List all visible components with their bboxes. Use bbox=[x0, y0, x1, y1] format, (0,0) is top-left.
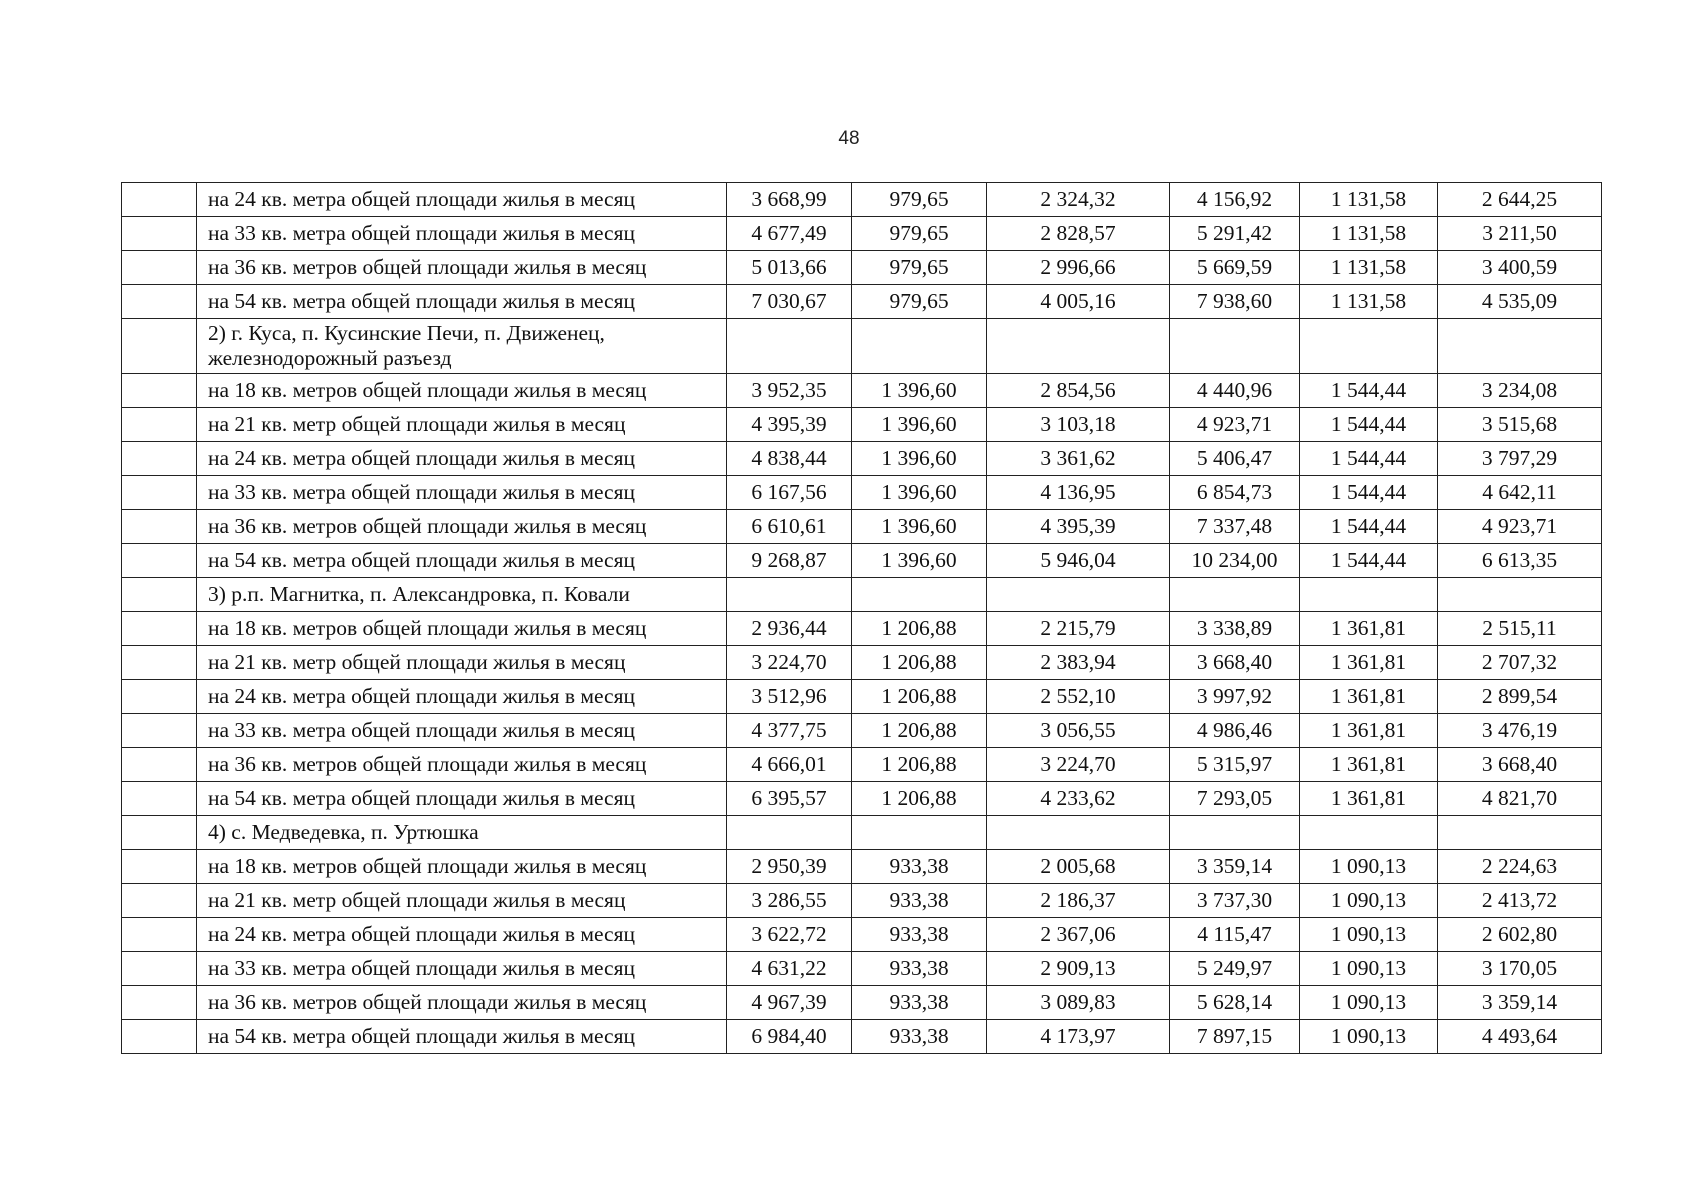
value-cell: 7 897,15 bbox=[1170, 1020, 1300, 1054]
row-number-cell bbox=[122, 285, 197, 319]
value-cell: 7 030,67 bbox=[727, 285, 852, 319]
value-cell: 3 997,92 bbox=[1170, 680, 1300, 714]
table-body bbox=[122, 183, 1602, 1054]
value-cell: 3 359,14 bbox=[1170, 850, 1300, 884]
value-cell: 4 967,39 bbox=[727, 986, 852, 1020]
value-cell: 933,38 bbox=[852, 884, 987, 918]
value-cell: 4 115,47 bbox=[1170, 918, 1300, 952]
value-cell: 4 493,64 bbox=[1438, 1020, 1602, 1054]
row-number-cell bbox=[122, 986, 197, 1020]
value-cell: 4 642,11 bbox=[1438, 476, 1602, 510]
row-label: на 54 кв. метра общей площади жилья в месяц bbox=[197, 285, 727, 319]
value-cell bbox=[727, 816, 852, 850]
row-number-cell bbox=[122, 319, 197, 374]
value-cell: 3 056,55 bbox=[987, 714, 1170, 748]
row-label: на 33 кв. метра общей площади жилья в месяц bbox=[197, 714, 727, 748]
value-cell: 2 899,54 bbox=[1438, 680, 1602, 714]
value-cell: 3 361,62 bbox=[987, 442, 1170, 476]
row-label: на 21 кв. метр общей площади жилья в месяц bbox=[197, 884, 727, 918]
value-cell: 4 156,92 bbox=[1170, 183, 1300, 217]
row-number-cell bbox=[122, 1020, 197, 1054]
row-label: на 36 кв. метров общей площади жилья в месяц bbox=[197, 510, 727, 544]
value-cell bbox=[1438, 816, 1602, 850]
value-cell: 4 173,97 bbox=[987, 1020, 1170, 1054]
value-cell: 2 854,56 bbox=[987, 374, 1170, 408]
value-cell: 3 668,99 bbox=[727, 183, 852, 217]
row-label: на 18 кв. метров общей площади жилья в месяц bbox=[197, 850, 727, 884]
value-cell: 4 923,71 bbox=[1170, 408, 1300, 442]
value-cell: 3 359,14 bbox=[1438, 986, 1602, 1020]
row-label: на 18 кв. метров общей площади жилья в месяц bbox=[197, 612, 727, 646]
row-label: на 24 кв. метра общей площади жилья в месяц bbox=[197, 183, 727, 217]
value-cell: 1 544,44 bbox=[1300, 476, 1438, 510]
value-cell: 1 361,81 bbox=[1300, 680, 1438, 714]
value-cell: 2 005,68 bbox=[987, 850, 1170, 884]
value-cell bbox=[1300, 816, 1438, 850]
value-cell: 933,38 bbox=[852, 918, 987, 952]
row-label: на 36 кв. метров общей площади жилья в месяц bbox=[197, 251, 727, 285]
section-header-row bbox=[122, 319, 1602, 374]
row-number-cell bbox=[122, 612, 197, 646]
value-cell bbox=[727, 578, 852, 612]
value-cell: 9 268,87 bbox=[727, 544, 852, 578]
table-row bbox=[122, 374, 1602, 408]
value-cell: 1 544,44 bbox=[1300, 408, 1438, 442]
value-cell: 1 206,88 bbox=[852, 680, 987, 714]
row-label: на 24 кв. метра общей площади жилья в месяц bbox=[197, 680, 727, 714]
value-cell: 2 215,79 bbox=[987, 612, 1170, 646]
section-header-row bbox=[122, 816, 1602, 850]
value-cell: 3 668,40 bbox=[1170, 646, 1300, 680]
value-cell: 4 677,49 bbox=[727, 217, 852, 251]
value-cell: 3 338,89 bbox=[1170, 612, 1300, 646]
row-label: на 33 кв. метра общей площади жилья в месяц bbox=[197, 952, 727, 986]
table-row bbox=[122, 408, 1602, 442]
value-cell: 5 406,47 bbox=[1170, 442, 1300, 476]
value-cell: 4 631,22 bbox=[727, 952, 852, 986]
value-cell: 2 644,25 bbox=[1438, 183, 1602, 217]
value-cell: 1 131,58 bbox=[1300, 183, 1438, 217]
row-number-cell bbox=[122, 748, 197, 782]
value-cell: 2 909,13 bbox=[987, 952, 1170, 986]
value-cell: 4 986,46 bbox=[1170, 714, 1300, 748]
value-cell: 1 544,44 bbox=[1300, 544, 1438, 578]
value-cell: 1 131,58 bbox=[1300, 217, 1438, 251]
value-cell: 1 206,88 bbox=[852, 714, 987, 748]
row-label: на 36 кв. метров общей площади жилья в месяц bbox=[197, 748, 727, 782]
table-row bbox=[122, 918, 1602, 952]
value-cell: 1 090,13 bbox=[1300, 986, 1438, 1020]
value-cell: 1 206,88 bbox=[852, 748, 987, 782]
value-cell: 979,65 bbox=[852, 285, 987, 319]
table-row bbox=[122, 251, 1602, 285]
table-row bbox=[122, 217, 1602, 251]
value-cell: 1 131,58 bbox=[1300, 251, 1438, 285]
value-cell: 4 923,71 bbox=[1438, 510, 1602, 544]
value-cell: 3 089,83 bbox=[987, 986, 1170, 1020]
row-label: на 24 кв. метра общей площади жилья в месяц bbox=[197, 918, 727, 952]
value-cell: 1 206,88 bbox=[852, 646, 987, 680]
value-cell: 3 952,35 bbox=[727, 374, 852, 408]
value-cell: 4 838,44 bbox=[727, 442, 852, 476]
value-cell: 933,38 bbox=[852, 952, 987, 986]
value-cell: 3 797,29 bbox=[1438, 442, 1602, 476]
row-label: на 54 кв. метра общей площади жилья в месяц bbox=[197, 782, 727, 816]
table-row bbox=[122, 1020, 1602, 1054]
value-cell bbox=[1170, 816, 1300, 850]
value-cell: 3 737,30 bbox=[1170, 884, 1300, 918]
row-number-cell bbox=[122, 183, 197, 217]
row-number-cell bbox=[122, 408, 197, 442]
value-cell: 1 361,81 bbox=[1300, 714, 1438, 748]
section-title: 2) г. Куса, п. Кусинские Печи, п. Движенец, железнодорожный разъезд bbox=[197, 319, 727, 374]
table-row bbox=[122, 952, 1602, 986]
value-cell: 2 950,39 bbox=[727, 850, 852, 884]
value-cell: 3 668,40 bbox=[1438, 748, 1602, 782]
row-number-cell bbox=[122, 251, 197, 285]
value-cell: 3 512,96 bbox=[727, 680, 852, 714]
value-cell: 4 821,70 bbox=[1438, 782, 1602, 816]
value-cell: 2 515,11 bbox=[1438, 612, 1602, 646]
value-cell: 1 206,88 bbox=[852, 782, 987, 816]
table-row bbox=[122, 646, 1602, 680]
value-cell: 1 396,60 bbox=[852, 544, 987, 578]
value-cell: 1 396,60 bbox=[852, 374, 987, 408]
value-cell: 6 610,61 bbox=[727, 510, 852, 544]
value-cell: 3 211,50 bbox=[1438, 217, 1602, 251]
value-cell: 7 337,48 bbox=[1170, 510, 1300, 544]
value-cell: 5 291,42 bbox=[1170, 217, 1300, 251]
value-cell: 1 361,81 bbox=[1300, 646, 1438, 680]
value-cell: 2 996,66 bbox=[987, 251, 1170, 285]
value-cell: 7 938,60 bbox=[1170, 285, 1300, 319]
value-cell: 1 090,13 bbox=[1300, 1020, 1438, 1054]
value-cell: 2 707,32 bbox=[1438, 646, 1602, 680]
value-cell: 1 544,44 bbox=[1300, 374, 1438, 408]
tariff-table bbox=[121, 182, 1602, 1054]
value-cell: 3 224,70 bbox=[987, 748, 1170, 782]
value-cell: 3 170,05 bbox=[1438, 952, 1602, 986]
row-label: на 21 кв. метр общей площади жилья в месяц bbox=[197, 646, 727, 680]
value-cell: 2 552,10 bbox=[987, 680, 1170, 714]
row-number-cell bbox=[122, 782, 197, 816]
value-cell: 979,65 bbox=[852, 217, 987, 251]
value-cell: 5 249,97 bbox=[1170, 952, 1300, 986]
value-cell: 10 234,00 bbox=[1170, 544, 1300, 578]
row-label: на 33 кв. метра общей площади жилья в месяц bbox=[197, 217, 727, 251]
value-cell: 6 613,35 bbox=[1438, 544, 1602, 578]
value-cell: 1 090,13 bbox=[1300, 850, 1438, 884]
table-row bbox=[122, 476, 1602, 510]
value-cell bbox=[852, 816, 987, 850]
value-cell bbox=[1438, 578, 1602, 612]
value-cell: 5 013,66 bbox=[727, 251, 852, 285]
value-cell: 6 984,40 bbox=[727, 1020, 852, 1054]
value-cell bbox=[987, 578, 1170, 612]
value-cell: 1 361,81 bbox=[1300, 748, 1438, 782]
value-cell bbox=[727, 319, 852, 374]
section-title: 4) с. Медведевка, п. Уртюшка bbox=[197, 816, 727, 850]
table-row bbox=[122, 612, 1602, 646]
table-row bbox=[122, 285, 1602, 319]
value-cell: 979,65 bbox=[852, 251, 987, 285]
value-cell bbox=[1438, 319, 1602, 374]
value-cell: 2 413,72 bbox=[1438, 884, 1602, 918]
value-cell: 4 136,95 bbox=[987, 476, 1170, 510]
value-cell: 4 377,75 bbox=[727, 714, 852, 748]
value-cell: 6 854,73 bbox=[1170, 476, 1300, 510]
value-cell: 1 396,60 bbox=[852, 476, 987, 510]
table-row bbox=[122, 680, 1602, 714]
row-number-cell bbox=[122, 816, 197, 850]
value-cell: 4 233,62 bbox=[987, 782, 1170, 816]
table-row bbox=[122, 850, 1602, 884]
value-cell bbox=[987, 816, 1170, 850]
row-number-cell bbox=[122, 476, 197, 510]
row-number-cell bbox=[122, 510, 197, 544]
value-cell: 3 103,18 bbox=[987, 408, 1170, 442]
row-number-cell bbox=[122, 374, 197, 408]
value-cell: 4 395,39 bbox=[987, 510, 1170, 544]
row-number-cell bbox=[122, 714, 197, 748]
row-number-cell bbox=[122, 217, 197, 251]
table-row bbox=[122, 714, 1602, 748]
row-label: на 18 кв. метров общей площади жилья в месяц bbox=[197, 374, 727, 408]
value-cell: 4 395,39 bbox=[727, 408, 852, 442]
value-cell: 3 234,08 bbox=[1438, 374, 1602, 408]
table-row bbox=[122, 544, 1602, 578]
value-cell bbox=[852, 319, 987, 374]
value-cell: 2 324,32 bbox=[987, 183, 1170, 217]
value-cell: 933,38 bbox=[852, 1020, 987, 1054]
value-cell: 3 476,19 bbox=[1438, 714, 1602, 748]
value-cell: 979,65 bbox=[852, 183, 987, 217]
value-cell: 4 440,96 bbox=[1170, 374, 1300, 408]
value-cell: 7 293,05 bbox=[1170, 782, 1300, 816]
value-cell: 4 666,01 bbox=[727, 748, 852, 782]
value-cell: 1 090,13 bbox=[1300, 918, 1438, 952]
value-cell: 1 361,81 bbox=[1300, 782, 1438, 816]
row-label: на 36 кв. метров общей площади жилья в месяц bbox=[197, 986, 727, 1020]
table-row bbox=[122, 986, 1602, 1020]
table-row bbox=[122, 183, 1602, 217]
value-cell: 6 395,57 bbox=[727, 782, 852, 816]
row-number-cell bbox=[122, 442, 197, 476]
value-cell: 2 602,80 bbox=[1438, 918, 1602, 952]
value-cell: 2 224,63 bbox=[1438, 850, 1602, 884]
value-cell: 2 383,94 bbox=[987, 646, 1170, 680]
value-cell: 4 005,16 bbox=[987, 285, 1170, 319]
value-cell: 5 946,04 bbox=[987, 544, 1170, 578]
row-number-cell bbox=[122, 544, 197, 578]
row-label: на 21 кв. метр общей площади жилья в месяц bbox=[197, 408, 727, 442]
value-cell: 1 396,60 bbox=[852, 442, 987, 476]
value-cell bbox=[1300, 319, 1438, 374]
value-cell: 6 167,56 bbox=[727, 476, 852, 510]
section-title: 3) р.п. Магнитка, п. Александровка, п. Ковали bbox=[197, 578, 727, 612]
value-cell: 5 628,14 bbox=[1170, 986, 1300, 1020]
table-row bbox=[122, 884, 1602, 918]
row-number-cell bbox=[122, 850, 197, 884]
value-cell: 3 400,59 bbox=[1438, 251, 1602, 285]
value-cell: 1 206,88 bbox=[852, 612, 987, 646]
value-cell: 2 186,37 bbox=[987, 884, 1170, 918]
row-number-cell bbox=[122, 952, 197, 986]
value-cell: 1 544,44 bbox=[1300, 510, 1438, 544]
value-cell: 1 090,13 bbox=[1300, 952, 1438, 986]
value-cell: 1 396,60 bbox=[852, 510, 987, 544]
value-cell: 3 515,68 bbox=[1438, 408, 1602, 442]
page-number: 48 bbox=[838, 128, 860, 149]
value-cell bbox=[1170, 578, 1300, 612]
table-row bbox=[122, 782, 1602, 816]
value-cell: 5 669,59 bbox=[1170, 251, 1300, 285]
value-cell: 3 622,72 bbox=[727, 918, 852, 952]
row-number-cell bbox=[122, 918, 197, 952]
table-row bbox=[122, 748, 1602, 782]
row-number-cell bbox=[122, 578, 197, 612]
value-cell: 3 224,70 bbox=[727, 646, 852, 680]
value-cell: 2 367,06 bbox=[987, 918, 1170, 952]
value-cell: 933,38 bbox=[852, 850, 987, 884]
value-cell: 3 286,55 bbox=[727, 884, 852, 918]
value-cell: 1 544,44 bbox=[1300, 442, 1438, 476]
value-cell bbox=[987, 319, 1170, 374]
value-cell bbox=[852, 578, 987, 612]
value-cell: 1 361,81 bbox=[1300, 612, 1438, 646]
row-label: на 54 кв. метра общей площади жилья в месяц bbox=[197, 1020, 727, 1054]
value-cell bbox=[1170, 319, 1300, 374]
table-row bbox=[122, 442, 1602, 476]
value-cell: 2 936,44 bbox=[727, 612, 852, 646]
value-cell: 933,38 bbox=[852, 986, 987, 1020]
row-label: на 33 кв. метра общей площади жилья в месяц bbox=[197, 476, 727, 510]
value-cell: 2 828,57 bbox=[987, 217, 1170, 251]
row-label: на 54 кв. метра общей площади жилья в месяц bbox=[197, 544, 727, 578]
value-cell bbox=[1300, 578, 1438, 612]
table-row bbox=[122, 510, 1602, 544]
row-number-cell bbox=[122, 884, 197, 918]
value-cell: 1 131,58 bbox=[1300, 285, 1438, 319]
value-cell: 4 535,09 bbox=[1438, 285, 1602, 319]
row-number-cell bbox=[122, 646, 197, 680]
section-header-row bbox=[122, 578, 1602, 612]
value-cell: 5 315,97 bbox=[1170, 748, 1300, 782]
row-number-cell bbox=[122, 680, 197, 714]
value-cell: 1 396,60 bbox=[852, 408, 987, 442]
value-cell: 1 090,13 bbox=[1300, 884, 1438, 918]
row-label: на 24 кв. метра общей площади жилья в месяц bbox=[197, 442, 727, 476]
